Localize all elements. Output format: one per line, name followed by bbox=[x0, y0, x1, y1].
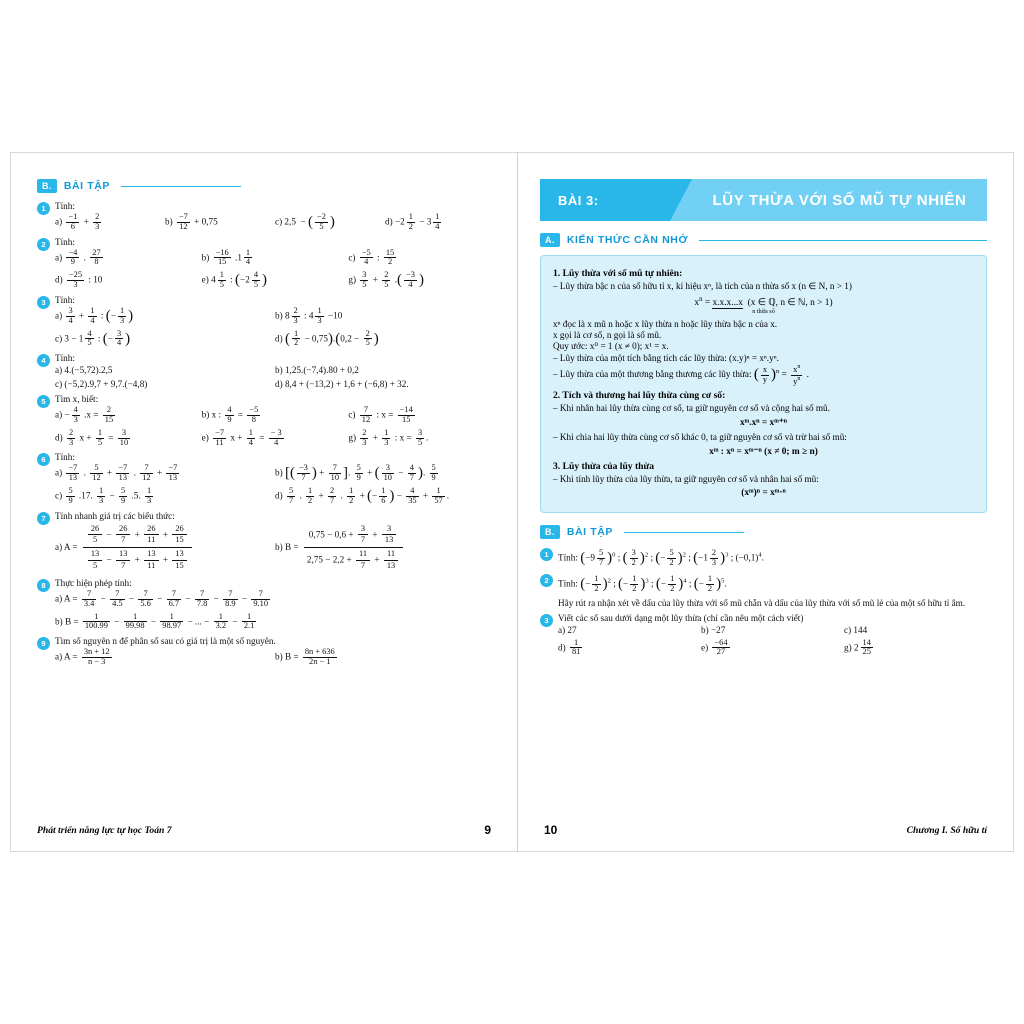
left-footer bbox=[11, 823, 517, 837]
exercise-number: 9 bbox=[37, 637, 50, 650]
exercise-lead: Tính: bbox=[55, 294, 75, 305]
book-spread bbox=[10, 152, 1014, 852]
exercise-item: g) $\frac{2}{3}$ + $\frac{1}{3}$ : x = $\frac{3}{5}$ . bbox=[348, 427, 429, 447]
exercise-item: c) $\frac{-5}{4}$ : $\frac{15}{2}$ bbox=[348, 247, 395, 267]
exercise-item: d) $\frac{2}{3}$ x + $\frac{1}{5}$ = $\frac{3}{10}$ bbox=[55, 427, 129, 447]
exercise-item: c) 3 − 1 $\frac{4}{5}$ : (− $\frac{3}{4}$ ) bbox=[55, 328, 131, 348]
knowledge-text: xⁿ đọc là x mũ n hoặc x lũy thừa n hoặc lũy thừa bậc n của x. bbox=[553, 319, 778, 330]
exercise-number: 6 bbox=[37, 453, 50, 466]
exercise-item: b) B = $\frac{1}{100.99}$ − $\frac{1}{99.98}$ − $\frac{1}{98.97}$ − ... − $\frac{1}{3.2}$ − $\frac{1}{2.1}$ bbox=[55, 611, 255, 631]
exercise-lead: Tính nhanh giá trị các biểu thức: bbox=[55, 510, 175, 521]
exercise-item: b) B = $\frac{8n + 636}{2n - 1}$ bbox=[275, 647, 335, 666]
exercise-item: b) B = 0,75 − 0,6 + $\frac{3}{7}$ + $\frac{3}{13}$ 2,75 − 2,2 + $\frac{11}{7}$ + $\frac{11}{13}$ bbox=[275, 521, 495, 575]
knowledge-formula: (xᵐ)ⁿ = xᵐ·ⁿ bbox=[741, 488, 786, 499]
exercise-item: a) A = $\frac{26}{5}$ − $\frac{26}{7}$ + $\frac{26}{11}$ + $\frac{26}{15}$ $\frac{13}{5}$ − $\frac{13}{7}$ + $\frac{13}{11}$ + $\frac{13}{15}$ bbox=[55, 521, 275, 575]
exercise-number: 3 bbox=[37, 296, 50, 309]
exercise-item: b) $\frac{-7}{12}$ + 0,75 bbox=[165, 212, 218, 231]
exercise-r1 bbox=[540, 547, 987, 570]
knowledge-text: Quy ước: x⁰ = 1 (x ≠ 0); x¹ = x. bbox=[553, 341, 669, 352]
exercise-item: e) $\frac{-7}{11}$ x + $\frac{1}{4}$ = $\frac{- 3}{4}$ bbox=[201, 427, 282, 447]
exercise-item: b) 8 $\frac{2}{3}$ : 4 $\frac{1}{3}$ −10 bbox=[275, 305, 343, 325]
exercise-item: Tính: (− $\frac{1}{2}$ )$^2$ ; (− $\frac{1}{2}$ )$^3$ ; (− $\frac{1}{2}$ )$^4$ ; (− $\frac{1}{2}$ )$^5$. bbox=[558, 573, 727, 593]
exercise-r2 bbox=[540, 573, 987, 610]
exercise-item: g) $\frac{3}{5}$ + $\frac{2}{5}$ .( $\frac{-3}{4}$ ) bbox=[348, 270, 424, 290]
knowledge-formula: $x^n = x.x.x...x$ (x ∈ ℚ, n ∈ ℕ, n > 1) n thừa số bbox=[553, 296, 974, 315]
exercise-number: 2 bbox=[37, 238, 50, 251]
exercise-lead: Tìm x, biết: bbox=[55, 394, 99, 405]
exercise-number: 3 bbox=[540, 614, 553, 627]
exercise-number: 8 bbox=[37, 579, 50, 592]
exercise-lead: Tính: bbox=[55, 201, 75, 211]
exercise-lead: Tính: bbox=[55, 353, 75, 364]
exercise-item: c) (−5,2).9,7 + 9,7.(−4,8) bbox=[55, 379, 148, 390]
right-page bbox=[518, 152, 1014, 852]
underbrace-label: n thừa số bbox=[752, 308, 775, 316]
exercise-item: d) $\frac{1}{81}$ bbox=[558, 637, 581, 657]
knowledge-heading: 2. Tích và thương hai lũy thừa cùng cơ số: bbox=[553, 390, 726, 402]
exercise-9 bbox=[37, 636, 495, 669]
knowledge-text: – Khi chia hai lũy thừa cùng cơ số khác 0, ta giữ nguyên cơ số và trừ hai số mũ: bbox=[553, 432, 847, 443]
section-title: BÀI TẬP bbox=[566, 526, 614, 539]
exercise-item: e) 4 $\frac{1}{5}$ : (−2 $\frac{4}{5}$ ) bbox=[201, 270, 268, 290]
exercise-item: c) 144 bbox=[844, 624, 868, 635]
exercise-item: e) $\frac{-64}{27}$ bbox=[701, 637, 728, 657]
exercise-item: Tính: (−9 $\frac{5}{7}$ )$^0$ ; ( $\frac{3}{2}$ )$^2$ ; (− $\frac{5}{2}$ )$^2$ ; (−1 $\frac{2}{3}$ )$^3$ ; $(-0,1)^4$. bbox=[558, 548, 764, 568]
exercise-item: d) −2 $\frac{1}{2}$ − 3 $\frac{1}{4}$ bbox=[385, 212, 440, 231]
exercise-lead: Tính: bbox=[55, 452, 75, 463]
exercise-number: 5 bbox=[37, 395, 50, 408]
exercise-item: a) $\frac{-7}{13}$ . $\frac{5}{12}$ + $\frac{-7}{13}$ . $\frac{7}{12}$ + $\frac{-7}{13}$ bbox=[55, 463, 178, 483]
section-badge: A. bbox=[540, 233, 560, 247]
exercise-item: a) A = $\frac{3n + 12}{n - 3}$ bbox=[55, 647, 110, 666]
knowledge-formula: xᵐ : xⁿ = xᵐ⁻ⁿ (x ≠ 0; m ≥ n) bbox=[709, 447, 818, 458]
knowledge-text: – Lũy thừa bậc n của số hữu tỉ x, kí hiệu xⁿ, là tích của n thừa số x (n ∈ N, n > 1) bbox=[553, 281, 852, 291]
exercise-item: a) $\frac{-4}{9}$ . $\frac{27}{8}$ bbox=[55, 247, 101, 267]
exercise-lead: Tìm số nguyên n để phân số sau có giá trị là một số nguyên. bbox=[55, 636, 276, 647]
exercise-item: b) $\frac{-16}{15}$ .1 $\frac{1}{4}$ bbox=[201, 247, 251, 267]
exercise-lead: Viết các số sau dưới dạng một lũy thừa (chỉ cần nêu một cách viết) bbox=[558, 612, 804, 623]
section-rule bbox=[699, 240, 987, 241]
exercise-item: c) $\frac{5}{9}$ .17. $\frac{1}{3}$ − $\frac{5}{9}$ .5. $\frac{1}{3}$ bbox=[55, 486, 152, 505]
exercise-note: Hãy rút ra nhận xét về dấu của lũy thừa với số mũ chẵn và dấu của lũy thừa với số mũ lẻ của một số hữu tỉ âm. bbox=[558, 597, 966, 608]
exercise-item: g) 2 $\frac{14}{25}$ bbox=[844, 637, 871, 657]
page-number: 9 bbox=[484, 823, 491, 837]
exercise-8 bbox=[37, 578, 495, 633]
footer-book-title: Phát triển năng lực tự học Toán 7 bbox=[37, 824, 172, 836]
exercise-5 bbox=[37, 394, 495, 449]
knowledge-text: x gọi là cơ số, n gọi là số mũ. bbox=[553, 330, 662, 341]
exercise-item: b) [( $\frac{-3}{7}$ ) + $\frac{7}{10}$ ]. $\frac{5}{9}$ + ( $\frac{3}{10}$ − $\frac{4}{7}$ ). $\frac{5}{9}$ bbox=[275, 463, 436, 483]
exercise-number: 1 bbox=[540, 548, 553, 561]
lesson-label: BÀI 3: bbox=[540, 179, 670, 221]
section-title: KIẾN THỨC CẦN NHỚ bbox=[566, 234, 689, 246]
exercise-6 bbox=[37, 452, 495, 507]
exercise-number: 1 bbox=[37, 202, 50, 215]
exercise-item: a) 4.(−5,72).2,5 bbox=[55, 365, 113, 376]
section-title: BÀI TẬP bbox=[63, 180, 111, 192]
exercise-item: a) $\frac{-1}{6}$ + $\frac{2}{3}$ bbox=[55, 212, 100, 231]
knowledge-header bbox=[540, 233, 987, 247]
exercise-item: a) $\frac{3}{4}$ + $\frac{1}{4}$ : (− $\frac{1}{3}$ ) bbox=[55, 305, 134, 325]
exercise-item: b) 1,25.(−7,4).80 + 0,2 bbox=[275, 365, 359, 376]
knowledge-text: – Khi nhân hai lũy thừa cùng cơ số, ta giữ nguyên cơ số và cộng hai số mũ. bbox=[553, 403, 830, 414]
knowledge-text: – Khi tính lũy thừa của lũy thừa, ta giữ nguyên cơ số và nhân hai số mũ: bbox=[553, 474, 819, 485]
exercise-7 bbox=[37, 511, 495, 575]
knowledge-box bbox=[540, 255, 987, 513]
section-badge: B. bbox=[37, 179, 57, 193]
exercise-item: d) $\frac{5}{7}$ . $\frac{1}{2}$ + $\frac{2}{7}$ . $\frac{1}{2}$ + (− $\frac{1}{6}$ ) − $\frac{4}{35}$ + $\frac{1}{57}$ . bbox=[275, 486, 450, 505]
exercise-1 bbox=[37, 201, 495, 234]
exercise-item: d) 8,4 + (−13,2) + 1,6 + (−6,8) + 32. bbox=[275, 379, 409, 390]
section-badge: B. bbox=[540, 525, 560, 539]
knowledge-heading: 3. Lũy thừa của lũy thừa bbox=[553, 461, 655, 473]
exercise-item: a) − $\frac{4}{3}$ .x = $\frac{2}{15}$ bbox=[55, 405, 114, 424]
exercise-item: b) −27 bbox=[701, 624, 726, 635]
exercise-4 bbox=[37, 353, 495, 391]
knowledge-formula: xᵐ.xⁿ = xᵐ⁺ⁿ bbox=[739, 418, 788, 429]
exercise-3 bbox=[37, 295, 495, 350]
exercise-item: a) A = $\frac{7}{3.4}$ − $\frac{7}{4.5}$ − $\frac{7}{5.6}$ − $\frac{7}{6.7}$ − $\frac{7}{7.8}$ − $\frac{7}{8.9}$ − $\frac{7}{9.10}$ bbox=[55, 588, 268, 608]
exercise-lead: Tính: bbox=[558, 578, 578, 589]
lesson-title: LŨY THỪA VỚI SỐ MŨ TỰ NHIÊN bbox=[670, 179, 987, 221]
page-number: 10 bbox=[544, 823, 558, 837]
footer-chapter: Chương I. Số hữu tỉ bbox=[906, 824, 987, 836]
exercise-item: d) $\frac{-25}{3}$ : 10 bbox=[55, 270, 103, 290]
section-rule bbox=[121, 186, 241, 187]
exercise-lead: Tính: bbox=[558, 552, 578, 563]
exercise-lead: Tính: bbox=[55, 236, 75, 247]
knowledge-text-quotient: – Lũy thừa của một thương bằng thương các lũy thừa: ( $\frac{x}{y}$ )$^n$ = $\frac{x^n}{y^n}$ . bbox=[553, 364, 809, 386]
spread-gutter bbox=[517, 152, 518, 852]
exercise-2 bbox=[37, 237, 495, 292]
exercise-item: a) 27 bbox=[558, 624, 577, 635]
right-footer bbox=[518, 823, 1013, 837]
knowledge-heading: 1. Lũy thừa với số mũ tự nhiên: bbox=[553, 268, 683, 279]
knowledge-text: – Lũy thừa của một tích bằng tích các lũy thừa: (x.y)ⁿ = xⁿ.yⁿ. bbox=[553, 353, 779, 364]
left-page bbox=[10, 152, 518, 852]
exercise-r3 bbox=[540, 613, 987, 660]
left-section-header bbox=[37, 179, 495, 193]
right-exercise-header bbox=[540, 525, 987, 539]
exercise-item: b) x : $\frac{4}{9}$ = $\frac{-5}{8}$ bbox=[201, 405, 259, 424]
exercise-number: 4 bbox=[37, 354, 50, 367]
exercise-lead: Thực hiện phép tính: bbox=[55, 577, 132, 588]
exercise-item: d) ( $\frac{1}{2}$ − 0,75).(0,2 − $\frac{2}{5}$ ) bbox=[275, 328, 379, 348]
section-rule bbox=[624, 532, 744, 533]
exercise-item: c) $\frac{7}{12}$ : x = $\frac{-14}{15}$ bbox=[348, 405, 413, 424]
exercise-number: 2 bbox=[540, 574, 553, 587]
lesson-banner bbox=[540, 179, 987, 221]
exercise-number: 7 bbox=[37, 512, 50, 525]
exercise-item: c) 2,5 − ( $\frac{-2}{5}$ ) bbox=[275, 212, 335, 231]
